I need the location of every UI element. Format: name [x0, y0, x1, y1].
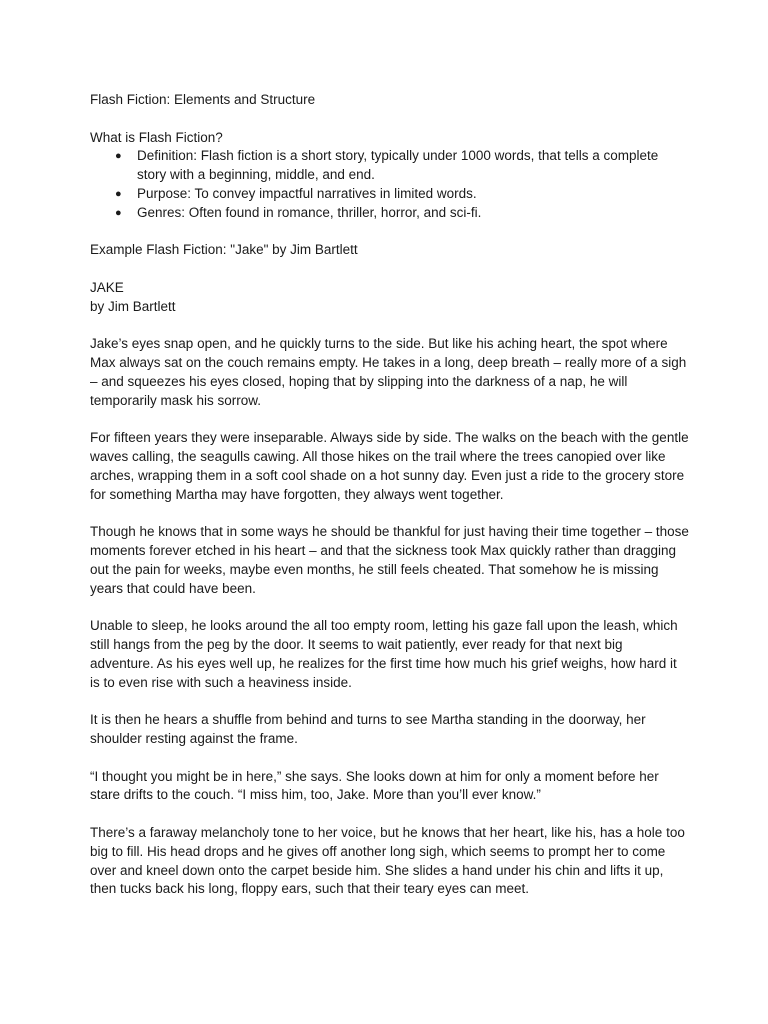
list-item — [115, 147, 690, 185]
document-page — [90, 91, 690, 899]
bullet-icon: ● — [115, 187, 122, 200]
story-paragraph: It is then he hears a shuffle from behind and turns to see Martha standing in the doorway, her shoulder resting against the frame. — [90, 712, 646, 747]
story-paragraph: There’s a faraway melancholy tone to her voice, but he knows that her heart, like his, has a hole too big to fill. His head drops and he gives off another long sigh, which seems to prompt her to come over and kneel down onto the carpet beside him. She slides a hand under his chin and lifts it up, then tucks back his long, floppy ears, such that their teary eyes can meet. — [90, 825, 685, 897]
list-item-text: Definition: Flash fiction is a short story, typically under 1000 words, that tells a complete story with a beginning, middle, and end. — [137, 148, 659, 183]
bullet-icon: ● — [115, 206, 122, 219]
spacer — [90, 505, 690, 524]
spacer — [90, 693, 690, 712]
list-item-text: Purpose: To convey impactful narratives in limited words. — [137, 185, 477, 201]
bullet-icon: ● — [115, 150, 122, 163]
spacer — [90, 805, 690, 824]
story-paragraph: Jake’s eyes snap open, and he quickly turns to the side. But like his aching heart, the spot where Max always sat on the couch remains empty. He takes in a long, deep breath – really more of a sigh – and squeezes his eyes closed, hoping that by slipping into the darkness of a nap, he will temporarily mask his sorrow. — [90, 336, 687, 408]
document-title: Flash Fiction: Elements and Structure — [90, 92, 316, 107]
section-heading: What is Flash Fiction? — [90, 129, 223, 145]
spacer — [90, 317, 690, 336]
spacer — [90, 260, 690, 279]
story-paragraph: For fifteen years they were inseparable. Always side by side. The walks on the beach with the gentle waves calling, the seagulls cawing. All those hikes on the trail where the trees canopied over like arches, wrapping them in a soft cool shade on a hot sunny day. Even just a ride to the grocery store for something Martha may have forgotten, they always went together. — [90, 430, 689, 502]
list-item — [115, 204, 690, 223]
story-paragraph: Though he knows that in some ways he should be thankful for just having their time together – those moments forever etched in his heart – and that the sickness took Max quickly rather than dragging out the pain for weeks, maybe even months, he still feels cheated. That somehow he is missing years that could have been. — [90, 524, 689, 596]
spacer — [90, 223, 690, 242]
spacer — [90, 110, 690, 129]
spacer — [90, 749, 690, 768]
list-item — [115, 185, 690, 204]
story-title: JAKE — [90, 279, 124, 295]
spacer — [90, 411, 690, 430]
story-paragraph: “I thought you might be in here,” she says. She looks down at him for only a moment before her stare drifts to the couch. “I miss him, too, Jake. More than you’ll ever know.” — [90, 768, 659, 803]
list-item-text: Genres: Often found in romance, thriller, horror, and sci-fi. — [137, 204, 482, 220]
example-heading: Example Flash Fiction: "Jake" by Jim Bartlett — [90, 242, 358, 258]
spacer — [90, 599, 690, 618]
definition-list — [90, 147, 690, 222]
story-byline: by Jim Bartlett — [90, 298, 176, 314]
story-paragraph: Unable to sleep, he looks around the all too empty room, letting his gaze fall upon the leash, which still hangs from the peg by the door. It seems to wait patiently, ever ready for that next big adventure. As his eyes well up, he realizes for the first time how much his grief weighs, how hard it is to even rise with such a heaviness inside. — [90, 618, 678, 690]
